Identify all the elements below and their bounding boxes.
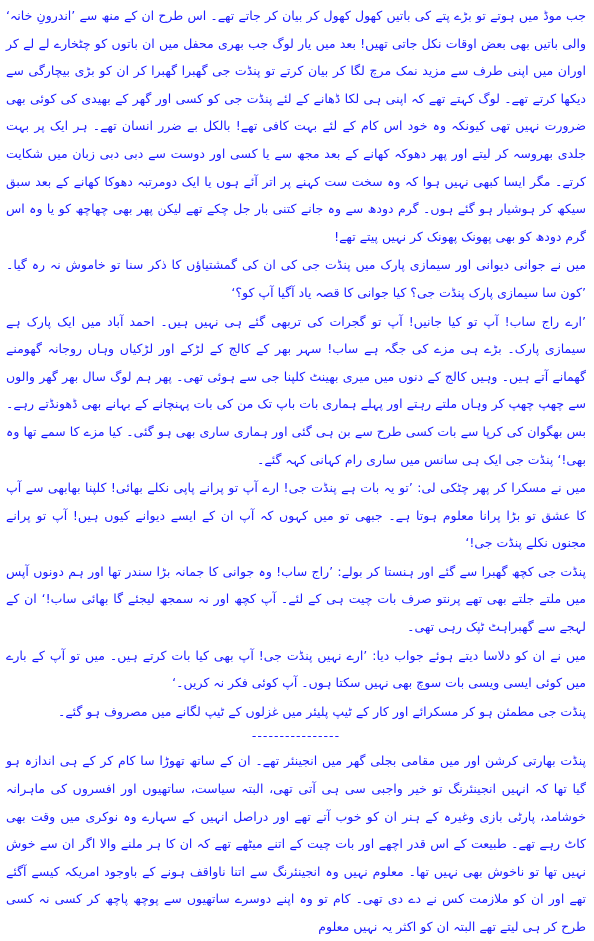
paragraph-4: میں نے مسکرا کر پھر چٹکی لی: ’تو یہ بات ہے پنڈت جی! ارے آپ تو پرانے پاپی نکلے بھائی! کلپنا بھابھی سے آپ کا عشق تو بڑا پرانا معلوم ہوتا ہے۔ جبھی تو میں کہوں کہ آپ ان کے ایسے دیوانے کیوں ہیں! آپ تو پرانے مجنوں نکلے پنڈت جی!‘ xyxy=(6,480,586,551)
paragraph-5: پنڈت جی کچھ گھبرا سے گئے اور ہنستا کر بولے: ’راج ساب! وہ جوانی کا جمانہ بڑا سندر تھا اور ہم دونوں آپس میں ملتے جلتے بھی تھے پرنتو صرف بات چیت ہی کے لئے۔ آپ کچھ اور نہ سمجھ لیجئے گا بھائی ساب!‘ ان کے لہجے سے گھبراہٹ ٹپک رہی تھی۔ xyxy=(6,563,586,635)
section-separator: ---------------- xyxy=(251,728,341,744)
paragraph-6: میں نے ان کو دلاسا دیتے ہوئے جواب دیا: ’ارے نہیں پنڈت جی! آپ بھی کیا بات کرتے ہیں۔ میں تو آپ کے بارے میں کوئی ایسی ویسی بات سوچ بھی نہیں سکتا ہوں۔ آپ کوئی فکر نہ کریں۔‘ xyxy=(6,647,586,691)
paragraph-3: ’ارے راج ساب! آپ تو کیا جانیں! آپ تو گجرات کی تربھی گئے ہی نہیں ہیں۔ احمد آباد میں ایک پارک ہے سیمازی پارک۔ بڑے ہی مزے کی جگہ ہے ساب! سہر بھر کے کالج کے لڑکے اور لڑکیاں وہاں روجانہ گھومنے گھمانے آتے ہیں۔ وہیں کالج کے دنوں میں میری بھینٹ کلپنا جی سے ہوئی تھی۔ پھر ہم لوگ سال بھر گھر والوں سے چھپ چھپ کر وہاں ملتے رہتے اور پہلے ہماری بات باپ تک من کی بات پہنچانے کے بہانے بھی ڈھونڈتے رہے۔ بس بھگوان کی کرپا سے بات کسی طرح سے بن ہی گئی اور ہماری ساری بھی ہو گئی۔ کیا مزے کا سمے تھا وہ بھی!‘ پنڈت جی ایک ہی سانس میں ساری رام کہانی کہہ گئے۔ xyxy=(6,313,586,467)
paragraph-2: میں نے جوانی دیوانی اور سیمازی پارک میں پنڈت جی کی ان کی گمشتیاؤں کا ذکر سنا تو خاموش نہ رہ گیا۔ ’کون سا سیمازی پارک پنڈت جی؟ کیا جوانی کا قصہ یاد آگیا آپ کو؟‘ xyxy=(6,257,586,300)
paragraph-1: جب موڈ میں ہوتے تو بڑے پتے کی باتیں کھول کھول کر بیان کر جاتے تھے۔ اس طرح ان کے منھ سے ’اندرونِ خانہ‘ والی باتیں بھی بعض اوقات نکل جاتی تھیں! بعد میں یار لوگ جب بھری محفل میں ان باتوں کو چٹخارے لے لے کر اوران میں اپنی طرف سے مزید نمک مرچ لگا کر بیان کرتے تو پنڈت جی گھبرا گھبرا کر ان کو بڑی بیچارگی سے دیکھا کرتے تھے۔ لوگ کہتے تھے کہ اپنی ہی لکا ڈھانے کے لئے پنڈت جی کو کسی اور گھر کے بھیدی کی کوئی بھی ضرورت نہیں تھی کیونکہ وہ خود اس کام کے لئے بہت کافی تھے! بالکل بے ضرر انسان تھے۔ ہر ایک پر بہت جلدی بھروسہ کر لیتے اور پھر دھوکہ کھانے کے بعد مجھ سے یا کسی اور دوست سے دبی دبی زبان میں شکایت کرتے۔ مگر ایسا کبھی نہیں ہوا کہ وہ سخت ست کہنے پر اتر آئے ہوں یا ایک دومرتبہ دھوکا کھانے کے بعد سبق سیکھ کر ہوشیار ہو گئے ہوں۔ گرم دودھ سے وہ جانے کتنی بار جل چکے تھے لیکن پھر بھی چھاچھ کو یا وہ اس گرم دودھ کو بھی پھونک پھونک کر نہیں پیتے تھے! xyxy=(6,8,586,244)
paragraph-8: پنڈت بھارتی کرشن اور میں مقامی بجلی گھر میں انجینئر تھے۔ ان کے ساتھ تھوڑا سا کام کر کے ہی اندازہ ہو گیا تھا کہ انہیں انجینئرنگ تو خیر واجبی سی ہی آتی تھی، البتہ سیاست، ساتھیوں اور افسروں کی ماہرانہ خوشامد، پارٹی بازی وغیرہ کے ہنر ان کو خوب آتے تھے اور دراصل انہیں کے سہارے وہ نوکری میں وقت بھی کاٹ رہے تھے۔ طبیعت کے اس قدر اچھے اور بات چیت کے اتنے میٹھے تھے کہ ان کا ہر ملنے والا اگر ان سے خوش نہیں تھا تو ناخوش بھی نہیں تھا۔ معلوم نہیں وہ انجینئرنگ سے اتنا ناواقف ہونے کے باوجود امریکہ کیسے آگئے تھے اور ان کو ملازمت کس نے دے دی تھی۔ کام تو وہ اپنے دوسرے ساتھیوں سے پوچھ پاچھ کر کسی نہ کسی طرح کر ہی لیتے تھے البتہ ان کو اکثر یہ نہیں معلوم xyxy=(6,753,586,934)
paragraph-7: پنڈت جی مطمئن ہو کر مسکرائے اور کار کے ٹیپ پلیئر میں غزلوں کے ٹیپ لگانے میں مصروف ہو گئے۔ xyxy=(58,703,586,719)
